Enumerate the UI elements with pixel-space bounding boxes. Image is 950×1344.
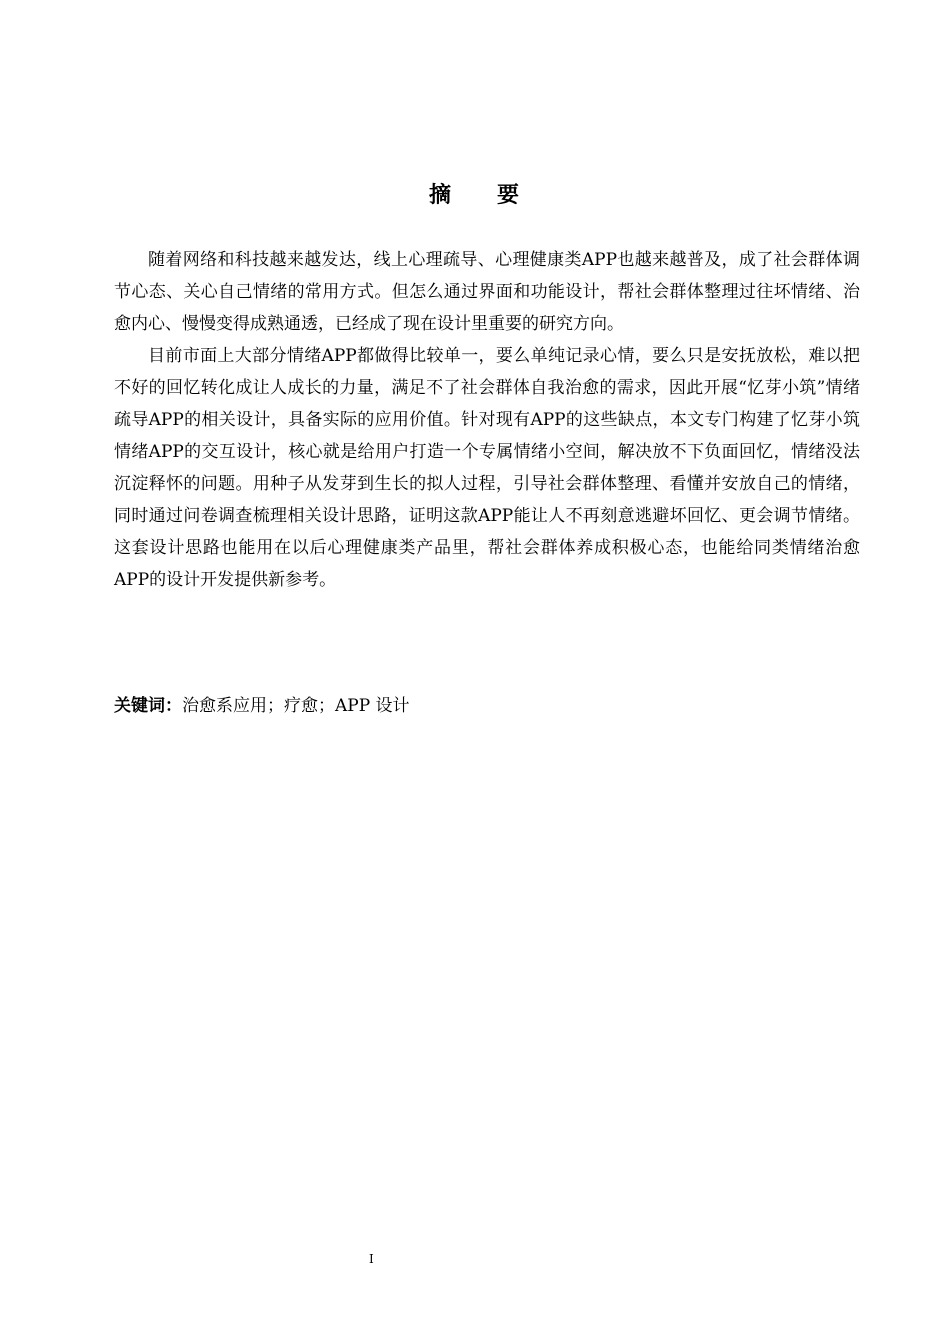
abstract-body (114, 244, 860, 596)
keywords-value: 治愈系应用；疗愈；APP 设计 (182, 696, 410, 716)
abstract-title (0, 178, 950, 209)
keywords-label: 关键词： (114, 696, 182, 716)
abstract-paragraph-2: 目前市面上大部分情绪APP都做得比较单一，要么单纯记录心情，要么只是安抚放松，难以把不好的回忆转化成让人成长的力量，满足不了社会群体自我治愈的需求，因此开展“忆芽小筑”情绪疏导APP的相关设计，具备实际的应用价值。针对现有APP的这些缺点，本文专门构建了忆芽小筑情绪APP的交互设计，核心就是给用户打造一个专属情绪小空间，解决放不下负面回忆，情绪没法沉淀释怀的问题。用种子从发芽到生长的拟人过程，引导社会群体整理、看懂并安放自己的情绪，同时通过问卷调查梳理相关设计思路，证明这款APP能让人不再刻意逃避坏回忆、更会调节情绪。这套设计思路也能用在以后心理健康类产品里，帮社会群体养成积极心态，也能给同类情绪治愈APP的设计开发提供新参考。 (114, 346, 860, 590)
abstract-paragraph-1: 随着网络和科技越来越发达，线上心理疏导、心理健康类APP也越来越普及，成了社会群体调节心态、关心自己情绪的常用方式。但怎么通过界面和功能设计，帮社会群体整理过往坏情绪、治愈内心、慢慢变得成熟通透，已经成了现在设计里重要的研究方向。 (114, 250, 860, 334)
abstract-title-second-char: 要 (497, 183, 522, 208)
page-number: I (369, 1252, 374, 1266)
abstract-title-first-char: 摘 (428, 183, 453, 208)
keywords-line (114, 690, 860, 722)
